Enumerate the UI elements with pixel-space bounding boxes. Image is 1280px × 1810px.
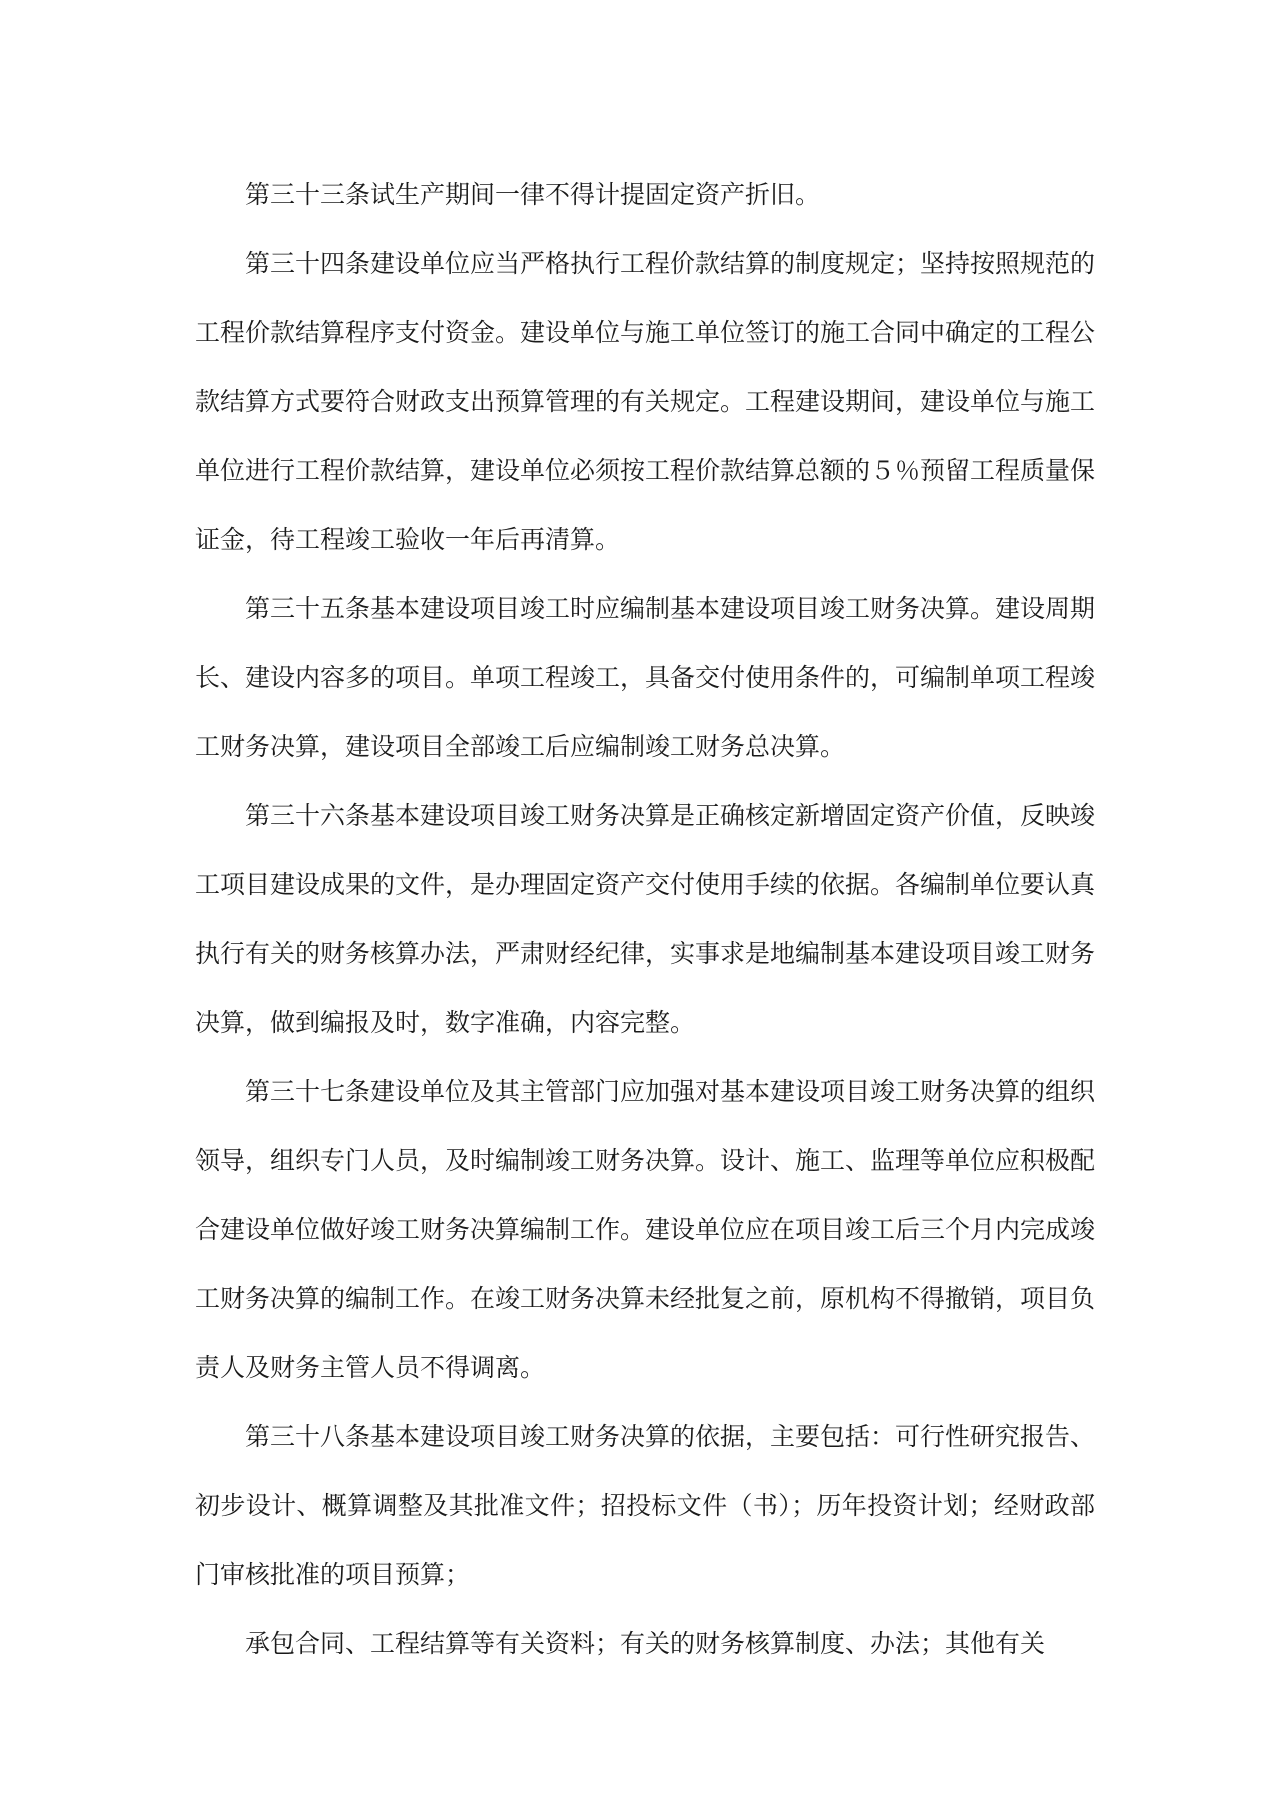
paragraph-article-37: 第三十七条建设单位及其主管部门应加强对基本建设项目竣工财务决算的组织领导，组织专门人员，及时编制竣工财务决算。设计、施工、监理等单位应积极配合建设单位做好竣工财务决算编制工作。建设单位应在项目竣工后三个月内完成竣工财务决算的编制工作。在竣工财务决算未经批复之前，原机构不得撤销，项目负责人及财务主管人员不得调离。 — [195, 1077, 1096, 1382]
paragraph-article-36: 第三十六条基本建设项目竣工财务决算是正确核定新增固定资产价值，反映竣工项目建设成果的文件，是办理固定资产交付使用手续的依据。各编制单位要认真执行有关的财务核算办法，严肃财经纪律，实事求是地编制基本建设项目竣工财务决算，做到编报及时，数字准确，内容完整。 — [195, 801, 1096, 1037]
paragraph-article-38: 第三十八条基本建设项目竣工财务决算的依据，主要包括：可行性研究报告、初步设计、概算调整及其批准文件；招投标文件（书）；历年投资计划；经财政部门审核批准的项目预算； — [195, 1422, 1096, 1589]
paragraph-article-33: 第三十三条试生产期间一律不得计提固定资产折旧。 — [245, 180, 821, 209]
paragraph-continuation: 承包合同、工程结算等有关资料；有关的财务核算制度、办法；其他有关 — [245, 1629, 1046, 1658]
paragraph-article-34: 第三十四条建设单位应当严格执行工程价款结算的制度规定；坚持按照规范的工程价款结算程序支付资金。建设单位与施工单位签订的施工合同中确定的工程公款结算方式要符合财政支出预算管理的有关规定。工程建设期间，建设单位与施工单位进行工程价款结算，建设单位必须按工程价款结算总额的５％预留工程质量保证金，待工程竣工验收一年后再清算。 — [195, 249, 1096, 554]
paragraph-article-35: 第三十五条基本建设项目竣工时应编制基本建设项目竣工财务决算。建设周期长、建设内容多的项目。单项工程竣工，具备交付使用条件的，可编制单项工程竣工财务决算，建设项目全部竣工后应编制竣工财务总决算。 — [195, 594, 1096, 761]
document-body — [195, 160, 1095, 1678]
